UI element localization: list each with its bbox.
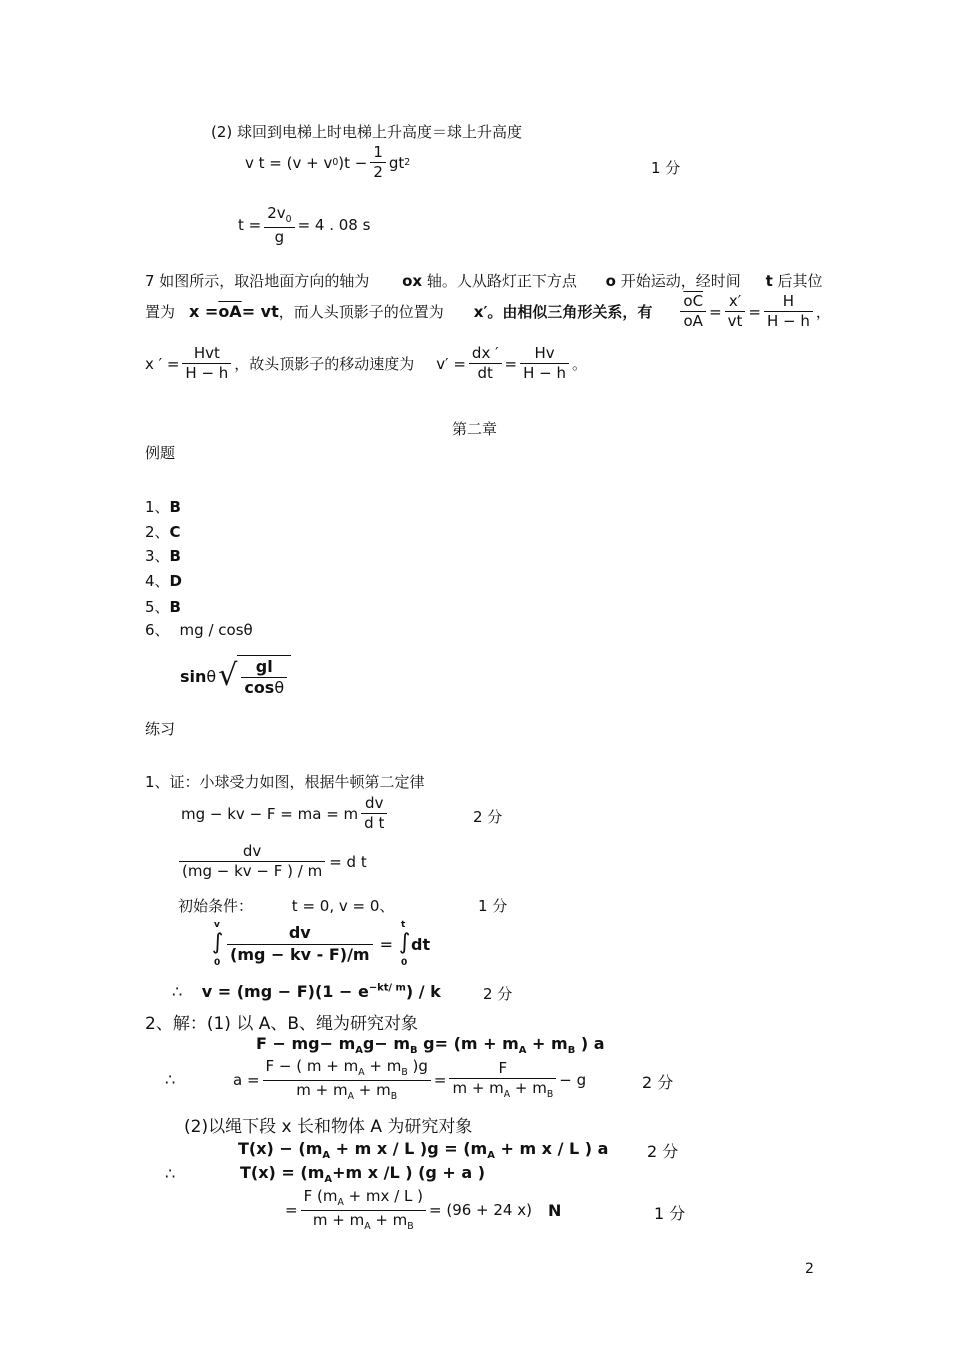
answer-2: 2、C (145, 523, 181, 541)
practice-1-result: ∴ $v = (mg - F)(1 - e^{-kt/ m}) / k$ (172, 982, 441, 1001)
therefore-2: ∴ (165, 1164, 176, 1183)
page-number: 2 (805, 1261, 814, 1277)
answer-4: 4、D (145, 572, 182, 590)
fraction-dv-dt: $\frac{dv}{\text{d t}}$ (361, 795, 387, 833)
practice-2-eq4: $T(x) = (m_A+m$ x /L ) (g + a ) (240, 1163, 486, 1186)
eq2-t: t = (238, 216, 262, 235)
practice-2-intro: 2、解：(1) 以 A、B、绳为研究对象 (145, 1014, 419, 1034)
fraction-oC-oA: $\frac{\overline{oC}}{oA}$ (680, 293, 706, 331)
q7-line-3: x ′ = $\frac{\text{Hvt}}{H - h}$ ，故头顶影子的移动速度为 v′ = $\frac{dx '}{dt}$ = $\frac{Hv}{H - h}$ 。 (145, 344, 587, 383)
fraction-gl-cos: $\frac{gl}{\cos\theta}$ (241, 658, 287, 698)
practice-2-eq5: = $\frac{F (m_A + mx / L )}{m + m_A + m_B}$ = (96 + 24 x) N (285, 1187, 562, 1232)
score-2b: 2 分 (483, 985, 513, 1003)
part-2-heading: (2) 球回到电梯上时电梯上升高度＝球上升高度 (211, 123, 523, 141)
eq1-mid: )t − (338, 153, 368, 172)
practice-1-integral: v ∫ 0 $\frac{dv}{(mg - kv - F)/m}$ = t ∫ 0 dt (212, 920, 431, 968)
practice-1-init: 初始条件： t = 0, v = 0、 (178, 897, 395, 915)
fraction-2v0-g: $\frac{2v_0}{g}$ (264, 205, 294, 246)
practice-2-acceleration: a = $\frac{F - ( m + m_A + m_B )g}{m + m_A + m_B}$ = $\frac{F}{m + m_A + m_B}$ − g (233, 1057, 587, 1102)
score-1c: 1 分 (654, 1204, 686, 1223)
practice-1-eq1: mg − kv − F = ma = m $\frac{dv}{\text{d t}}$ (181, 795, 390, 833)
equation-t (238, 205, 370, 246)
integral-right: t ∫ 0 (399, 920, 411, 968)
practice-label: 练习 (145, 720, 176, 738)
fraction-xp-vt: $\frac{x'}{vt}$ (725, 293, 746, 331)
integral-left: v ∫ 0 (212, 920, 224, 968)
sup-2: 2 (404, 157, 411, 169)
score-1b: 1 分 (478, 897, 508, 915)
score-2a: 2 分 (473, 808, 503, 826)
practice-2-eq3: $T(x) - (m_A + m$ x / L )$g = (m_A + m$ x / L ) a (238, 1139, 609, 1162)
fraction-Hvt: $\frac{\text{Hvt}}{H - h}$ (182, 345, 231, 383)
therefore-1: ∴ (165, 1070, 176, 1089)
q7-line-1: 7 如图所示，取沿地面方向的轴为 ox 轴。人从路灯正下方点 o 开始运动，经时间 t 后其位 (145, 272, 823, 290)
practice-1-eq2: $\frac{dv}{(mg - kv - F ) / m}$ = d t (179, 843, 367, 881)
answer-6: 6、 mg / cosθ (145, 621, 253, 639)
sub-0: 0 (332, 157, 339, 169)
practice-2-part-2: (2)以绳下段 x 长和物体 A 为研究对象 (184, 1117, 473, 1137)
answer-3: 3、B (145, 547, 181, 565)
eq1-tail: gt (388, 153, 405, 172)
answer-1: 1、B (145, 498, 181, 516)
examples-label: 例题 (145, 444, 176, 462)
fraction-Hv: $\frac{Hv}{H - h}$ (520, 345, 569, 383)
score-1a: 1 分 (651, 159, 681, 177)
chapter-title: 第二章 (452, 420, 498, 438)
practice-2-eq1: $F - mg- m_Ag- m_B$ $g= (m + m_A + m_B$ ) a (256, 1034, 605, 1057)
fraction-a2: $\frac{F}{m + m_A + m_B}$ (449, 1060, 556, 1101)
fraction-a1: $\frac{F - ( m + m_A + m_B )g}{m + m_A + m_B}$ (263, 1058, 431, 1102)
equation-vt (245, 144, 410, 182)
answer-5: 5、B (145, 598, 181, 616)
fraction-dx-dt: $\frac{dx '}{dt}$ (469, 345, 502, 383)
fraction-half: $\frac{1}{2}$ (370, 144, 386, 182)
fraction-H-Hh: $\frac{H}{H - h}$ (764, 293, 813, 331)
practice-1-intro: 1、证：小球受力如图，根据牛顿第二定律 (145, 773, 425, 791)
answer-6-expression: sin θ √ $\frac{gl}{\cos\theta}$ (180, 655, 291, 698)
score-2d: 2 分 (647, 1142, 679, 1161)
eq2-val: = 4 . 08 s (297, 216, 371, 235)
fraction-integrand: $\frac{dv}{(mg - kv - F)/m}$ (227, 924, 373, 964)
fraction-tension: $\frac{F (m_A + mx / L )}{m + m_A + m_B}$ (301, 1188, 426, 1232)
score-2c: 2 分 (642, 1073, 674, 1092)
fraction-dv-over-force: $\frac{dv}{(mg - kv - F ) / m}$ (179, 843, 325, 881)
eq1-lhs: v t = (v + v (245, 153, 333, 172)
sqrt-sign: √ (218, 658, 238, 694)
q7-line-2: 置为 x = $\overline{oA}$ = vt ，而人头顶影子的位置为 x′。由相似三角形关系，有 $\frac{\overline{oC}}{oA}$ = $\frac{x'}{vt}$ = $\frac{H}{H - h}$ ， (145, 292, 831, 331)
